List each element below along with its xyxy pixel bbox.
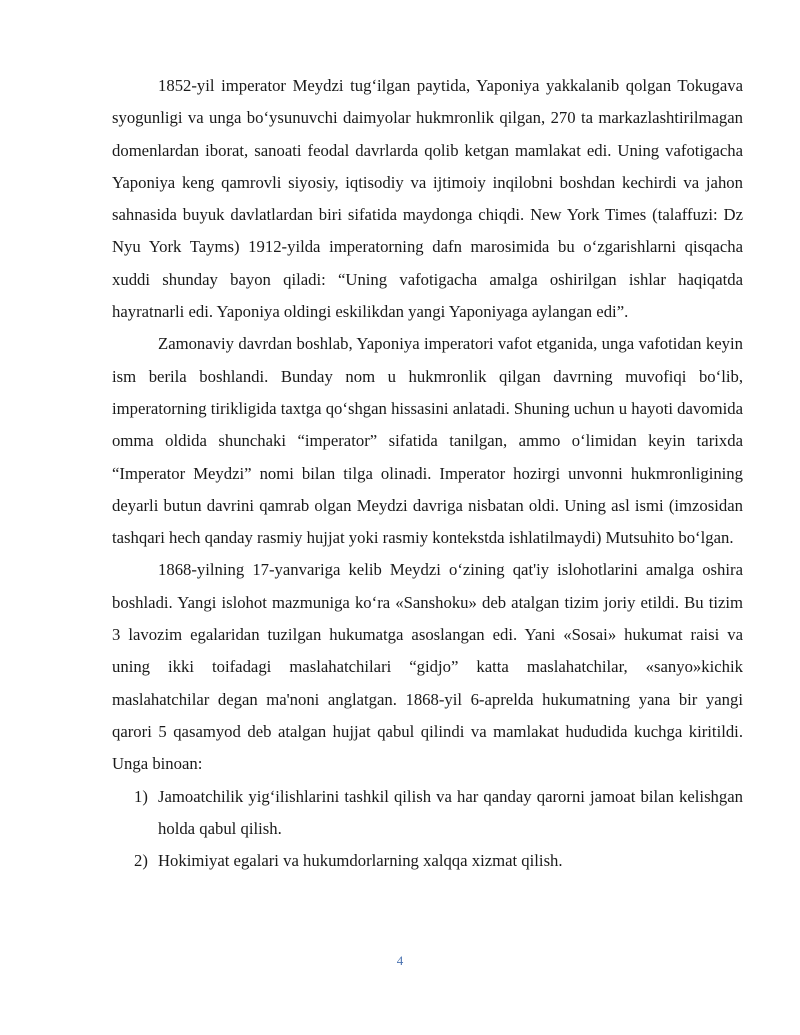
list-item-text: Hokimiyat egalari va hukumdorlarning xalqqa xizmat qilish. xyxy=(158,851,563,871)
list-item-text: Jamoatchilik yig‘ilishlarini tashkil qilish va har qanday qarorni jamoat bilan kelishgan holda qabul qilish. xyxy=(158,786,743,838)
paragraph: 1852-yil imperator Meydzi tug‘ilgan paytida, Yaponiya yakkalanib qolgan Tokugava syogunligi va unga bo‘ysunuvchi daimyolar hukmronlik qilgan, 270 ta markazlashtirilmagan domenlardan iborat, sanoati feodal davrlarda qolib ketgan mamlakat edi. Uning vafotigacha Yaponiya keng qamrovli siyosiy, iqtisodiy va ijtimoiy inqilobni boshdan kechirdi va jahon sahnasida buyuk davlatlardan biri sifatida maydonga chiqdi. New York Times (talaffuzi: Dz Nyu York Tayms) 1912-yilda imperatorning dafn marosimida bu o‘zgarishlarni qisqacha xuddi shunday bayon qiladi: “Uning vafotigacha amalga oshirilgan ishlar haqiqatda hayratnarli edi. Yaponiya oldingi eskilikdan yangi Yaponiyaga aylangan edi”. xyxy=(112,76,743,322)
page-number: 4 xyxy=(396,953,404,968)
list-item-number: 2) xyxy=(134,851,148,871)
document-body xyxy=(112,70,743,877)
paragraph: 1868-yilning 17-yanvariga kelib Meydzi o‘zining qat'iy islohotlarini amalga oshira boshladi. Yangi islohot mazmuniga ko‘ra «Sanshoku» deb atalgan tizim joriy etildi. Bu tizim 3 lavozim egalaridan tuzilgan hukumatga asoslangan edi. Yani «Sosai» hukumat raisi va uning ikki toifadagi maslahatchilari “gidjo” katta maslahatchilar, «sanyo»kichik maslahatchilar degan ma'noni anglatgan. 1868-yil 6-aprelda hukumatning yana bir yangi qarori 5 qasamyod deb atalgan hujjat qabul qilindi va mamlakat hududida kuchga kiritildi. Unga binoan: xyxy=(112,560,743,774)
list-item xyxy=(112,781,743,846)
numbered-list xyxy=(112,781,743,878)
list-item xyxy=(112,845,743,877)
paragraph: Zamonaviy davrdan boshlab, Yaponiya imperatori vafot etganida, unga vafotidan keyin ism berila boshlandi. Bunday nom u hukmronlik qilgan davrning muvofiqi bo‘lib, imperatorning tirikligida taxtga qo‘shgan hissasini anlatadi. Shuning uchun u hayoti davomida omma oldida shunchaki “imperator” sifatida tanilgan, ammo o‘limidan keyin tarixda “Imperator Meydzi” nomi bilan tilga olinadi. Imperator hozirgi unvonni hukmronligining deyarli butun davrini qamrab olgan Meydzi davriga nisbatan oldi. Uning asl ismi (imzosidan tashqari hech qanday rasmiy hujjat yoki rasmiy kontekstda ishlatilmaydi) Mutsuhito bo‘lgan. xyxy=(112,334,743,548)
list-item-number: 1) xyxy=(134,786,148,806)
